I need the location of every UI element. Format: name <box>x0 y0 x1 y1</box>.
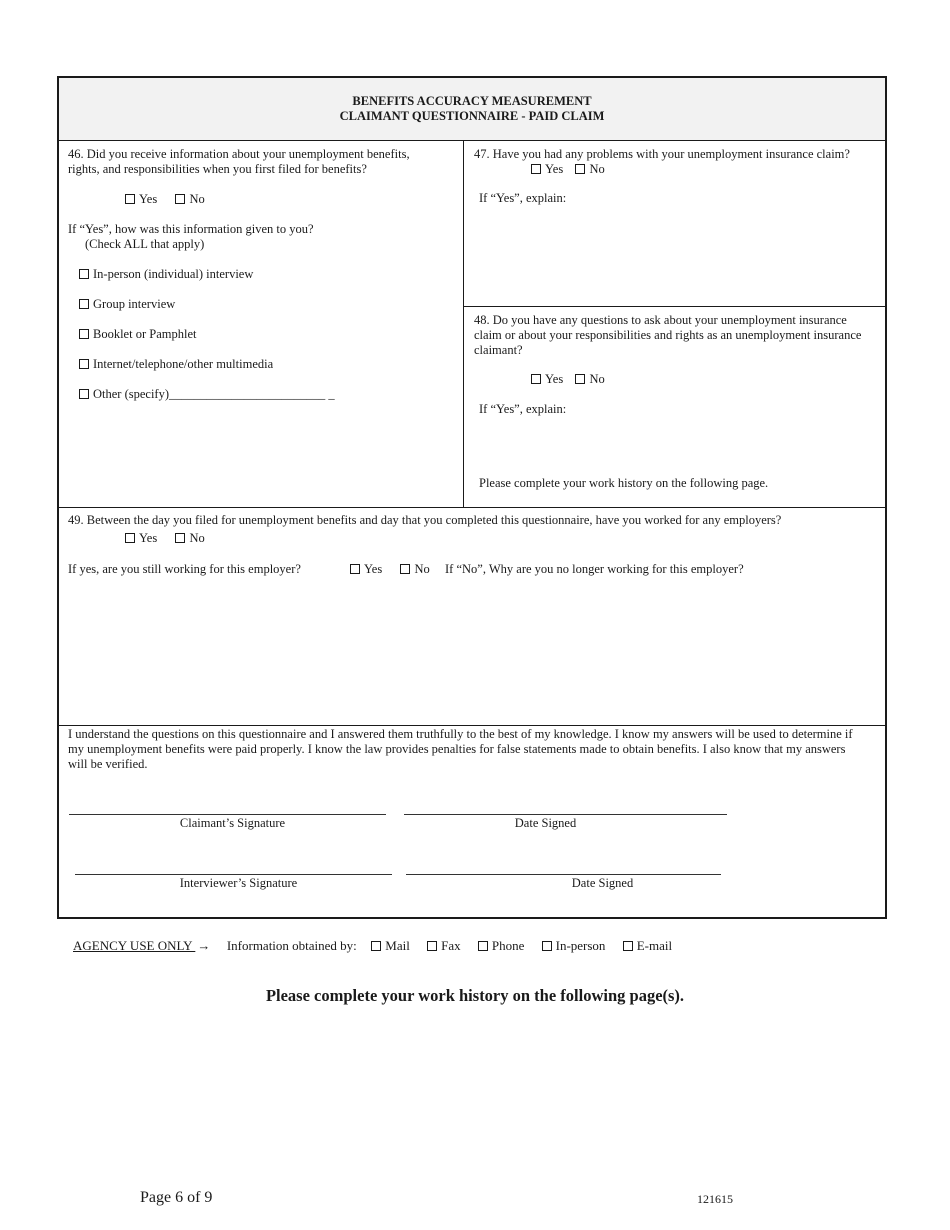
checkbox-icon[interactable] <box>175 194 185 204</box>
agency-use-label: AGENCY USE ONLY <box>73 938 196 953</box>
document-number: 121615 <box>697 1192 733 1206</box>
q46-option-in-person[interactable]: In-person (individual) interview <box>79 267 253 282</box>
q46-option-group[interactable]: Group interview <box>79 297 175 312</box>
q48-question-line2: claim or about your responsibilities and rights as an unemployment insurance <box>474 328 862 342</box>
checkbox-icon[interactable] <box>478 941 488 951</box>
claimant-signature-line[interactable] <box>69 814 386 815</box>
q46-followup-line1: If “Yes”, how was this information given to you? <box>68 222 314 236</box>
method-mail-option[interactable]: Mail <box>371 938 410 954</box>
date-signed-label-1: Date Signed <box>514 816 577 830</box>
q49-yes-no <box>125 531 205 546</box>
date-signed-label-2: Date Signed <box>571 876 634 890</box>
checkbox-icon[interactable] <box>125 533 135 543</box>
q47-yes-option[interactable]: Yes <box>531 162 563 177</box>
q48-no-option[interactable]: No <box>575 372 604 387</box>
q49-still-working-yes-no <box>350 562 430 577</box>
checkbox-icon[interactable] <box>79 389 89 399</box>
work-history-footer-note: Please complete your work history on the following page(s). <box>265 986 685 1005</box>
column-divider <box>463 140 464 507</box>
information-obtained-label: Information obtained by: <box>226 938 357 953</box>
form-header <box>59 78 885 141</box>
method-phone-option[interactable]: Phone <box>478 938 525 954</box>
q49-top-divider <box>59 507 887 508</box>
q46-yes-option[interactable]: Yes <box>125 192 157 207</box>
page-number: Page 6 of 9 <box>140 1189 213 1206</box>
arrow-right-icon: → <box>197 938 211 953</box>
q46-yes-no <box>125 192 205 207</box>
checkbox-icon[interactable] <box>175 533 185 543</box>
checkbox-icon[interactable] <box>542 941 552 951</box>
certification-top-divider <box>59 725 887 726</box>
q49-still-working-question: If yes, are you still working for this employer? <box>68 562 301 576</box>
checkbox-icon[interactable] <box>400 564 410 574</box>
checkbox-icon[interactable] <box>575 374 585 384</box>
q47-no-option[interactable]: No <box>575 162 604 177</box>
form-title-line1: BENEFITS ACCURACY MEASUREMENT <box>352 94 592 108</box>
q46-question-line2: rights, and responsibilities when you first filed for benefits? <box>68 162 367 176</box>
q48-question-line3: claimant? <box>474 343 523 357</box>
q46-question-line1: 46. Did you receive information about your unemployment benefits, <box>68 147 410 161</box>
method-in-person-option[interactable]: In-person <box>542 938 606 954</box>
q47-explain-label: If “Yes”, explain: <box>479 191 567 205</box>
q48-work-history-note: Please complete your work history on the following page. <box>479 476 769 490</box>
q46-option-internet[interactable]: Internet/telephone/other multimedia <box>79 357 273 372</box>
q46-followup-line2: (Check ALL that apply) <box>85 237 205 251</box>
checkbox-icon[interactable] <box>79 269 89 279</box>
certification-line1: I understand the questions on this questionnaire and I answered them truthfully to the best of my knowledge. I know my answers will be used to determine if <box>68 727 853 741</box>
checkbox-icon[interactable] <box>531 374 541 384</box>
certification-line2: my unemployment benefits were paid properly. I know the law provides penalties for false statements made to obtain benefits. I also know that my answers <box>68 742 846 756</box>
claimant-signature-label: Claimant’s Signature <box>179 816 286 830</box>
q49-no-option[interactable]: No <box>175 531 204 546</box>
checkbox-icon[interactable] <box>531 164 541 174</box>
q46-option-other[interactable]: Other (specify)_________________________ _ <box>79 387 335 402</box>
interviewer-signature-line[interactable] <box>75 874 392 875</box>
checkbox-icon[interactable] <box>575 164 585 174</box>
q46-no-option[interactable]: No <box>175 192 204 207</box>
q49-question: 49. Between the day you filed for unemployment benefits and day that you completed this questionnaire, have you worked for any employers? <box>68 513 782 527</box>
q47-yes-no <box>531 162 605 177</box>
checkbox-icon[interactable] <box>125 194 135 204</box>
q48-question-line1: 48. Do you have any questions to ask about your unemployment insurance <box>474 313 847 327</box>
q47-q48-divider <box>463 306 887 307</box>
form-title-line2: CLAIMANT QUESTIONNAIRE - PAID CLAIM <box>339 109 605 123</box>
q47-question: 47. Have you had any problems with your unemployment insurance claim? <box>474 147 850 161</box>
checkbox-icon[interactable] <box>427 941 437 951</box>
questionnaire-form <box>57 76 887 919</box>
q49-still-working-no-option[interactable]: No <box>400 562 429 577</box>
method-fax-option[interactable]: Fax <box>427 938 461 954</box>
q48-yes-option[interactable]: Yes <box>531 372 563 387</box>
q49-yes-option[interactable]: Yes <box>125 531 157 546</box>
agency-use-row <box>73 938 672 954</box>
method-email-option[interactable]: E-mail <box>623 938 672 954</box>
q48-explain-label: If “Yes”, explain: <box>479 402 567 416</box>
q46-option-booklet[interactable]: Booklet or Pamphlet <box>79 327 196 342</box>
checkbox-icon[interactable] <box>79 329 89 339</box>
q49-still-working-yes-option[interactable]: Yes <box>350 562 382 577</box>
q49-why-no-question: If “No”, Why are you no longer working for this employer? <box>445 562 744 576</box>
checkbox-icon[interactable] <box>79 359 89 369</box>
checkbox-icon[interactable] <box>350 564 360 574</box>
date-signed-line-1[interactable] <box>404 814 727 815</box>
checkbox-icon[interactable] <box>623 941 633 951</box>
checkbox-icon[interactable] <box>79 299 89 309</box>
certification-line3: will be verified. <box>68 757 148 771</box>
interviewer-signature-label: Interviewer’s Signature <box>179 876 298 890</box>
date-signed-line-2[interactable] <box>406 874 721 875</box>
q48-yes-no <box>531 372 605 387</box>
checkbox-icon[interactable] <box>371 941 381 951</box>
